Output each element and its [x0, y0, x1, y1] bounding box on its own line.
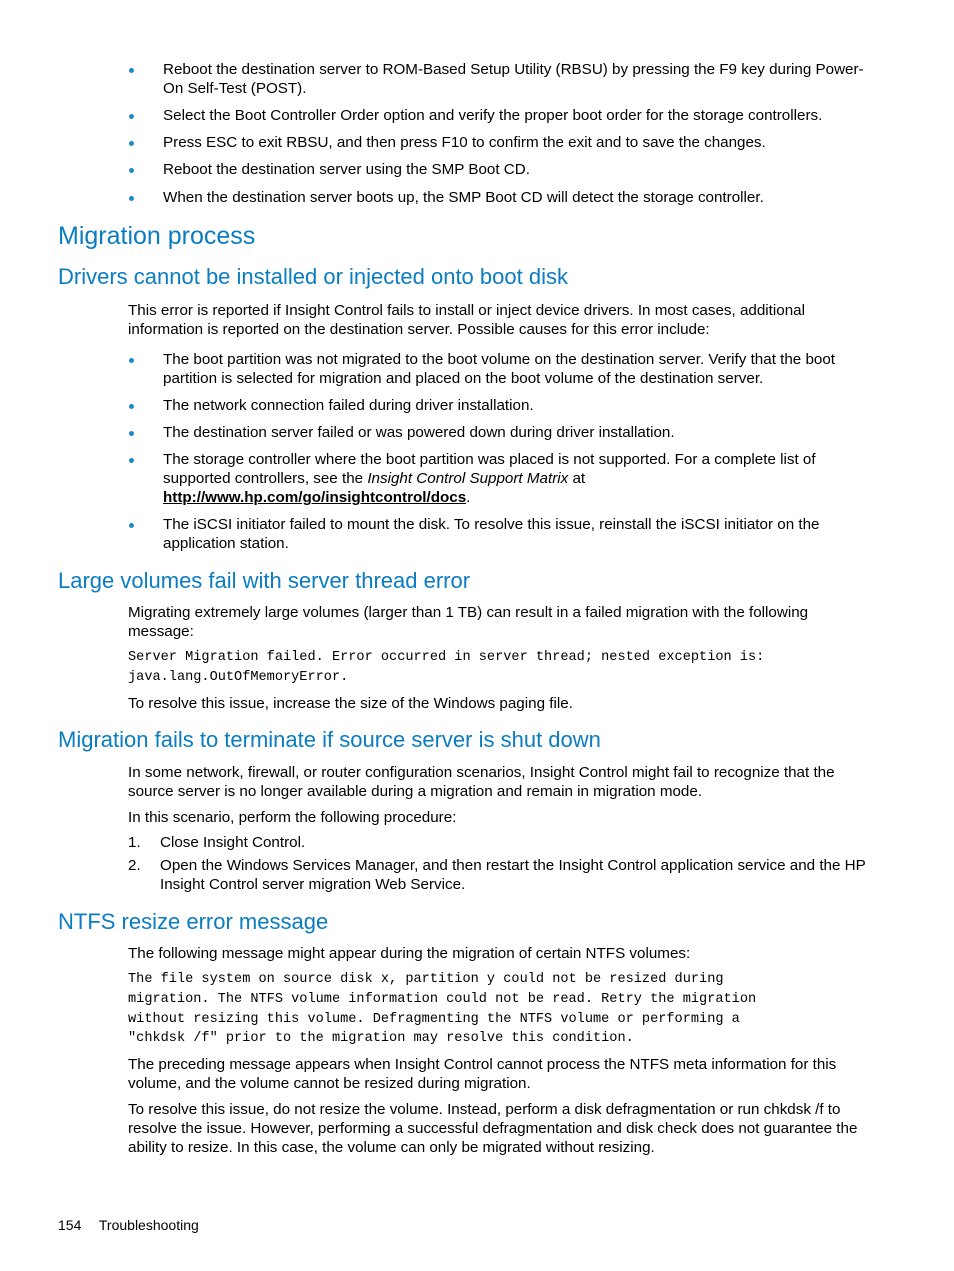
support-matrix-title: Insight Control Support Matrix — [367, 470, 569, 488]
ntfs-heading: NTFS resize error message — [58, 909, 329, 934]
list-item: The boot partition was not migrated to the boot volume on the destination server. Verify that the boot partition is selected for migration and placed on the boot volume of the destination server. — [163, 351, 836, 388]
large-volumes-code: Server Migration failed. Error occurred in server thread; nested exception is: java.lang.OutOfMemoryError. — [128, 650, 765, 685]
terminate-heading: Migration fails to terminate if source server is shut down — [58, 727, 601, 752]
step-number: 1. — [128, 834, 141, 851]
ntfs-para-1: The preceding message appears when Insight Control cannot process the NTFS meta information for this volume, and the volume cannot be resized during migration. — [128, 1056, 837, 1093]
page-number: 154 — [58, 1217, 82, 1233]
section-title: Migration process — [58, 222, 256, 250]
step-text: Close Insight Control. — [160, 834, 306, 851]
ntfs-intro: The following message might appear during the migration of certain NTFS volumes: — [128, 945, 691, 962]
terminate-procedure-intro: In this scenario, perform the following procedure: — [128, 809, 457, 826]
bullet-icon — [129, 168, 134, 173]
matrix-text-post: . — [466, 489, 471, 507]
insightcontrol-docs-link[interactable]: http://www.hp.com/go/insightcontrol/docs — [163, 489, 467, 507]
drivers-heading: Drivers cannot be installed or injected onto boot disk — [58, 264, 568, 289]
page-footer — [58, 1215, 199, 1235]
list-item: The network connection failed during driver installation. — [163, 397, 534, 414]
bullet-icon — [129, 141, 134, 146]
ntfs-code: The file system on source disk x, partition y could not be resized during migration. The NTFS volume information could not be read. Retry the migration without resizing this volume. Defragmenting the NTFS volume or performing a "chkdsk /f" prior to the migration may resolve this condition. — [128, 972, 757, 1047]
footer-section: Troubleshooting — [98, 1217, 199, 1233]
bullet-icon — [129, 458, 134, 463]
bullet-icon — [129, 431, 134, 436]
ntfs-para-2: To resolve this issue, do not resize the volume. Instead, perform a disk defragmentation or run chkdsk /f to resolve the issue. However, performing a successful defragmentation and disk check does not guarantee the ability to resize. In this case, the volume can only be migrated without resizing. — [128, 1101, 858, 1157]
bullet-icon — [129, 404, 134, 409]
list-item: Reboot the destination server to ROM-Based Setup Utility (RBSU) by pressing the F9 key during Power-On Self-Test (POST). — [163, 61, 864, 98]
list-item: Select the Boot Controller Order option and verify the proper boot order for the storage controllers. — [163, 107, 823, 124]
list-item-support-matrix — [163, 450, 873, 508]
list-item: The destination server failed or was powered down during driver installation. — [163, 424, 675, 441]
large-volumes-heading: Large volumes fail with server thread error — [58, 568, 471, 593]
terminate-intro: In some network, firewall, or router configuration scenarios, Insight Control might fail to recognize that the source server is no longer available during a migration and remain in migration mode. — [128, 764, 835, 801]
matrix-text-mid: at — [568, 470, 586, 488]
list-item: Reboot the destination server using the SMP Boot CD. — [163, 161, 530, 178]
large-volumes-resolution: To resolve this issue, increase the size of the Windows paging file. — [128, 695, 573, 712]
bullet-icon — [129, 358, 134, 363]
drivers-intro: This error is reported if Insight Control fails to install or inject device drivers. In most cases, additional information is reported on the destination server. Possible causes for this error include: — [128, 302, 805, 339]
list-item: The iSCSI initiator failed to mount the disk. To resolve this issue, reinstall the iSCSI initiator on the application station. — [163, 516, 820, 553]
matrix-text-pre: The storage controller where the boot partition was placed is not supported. For a complete list of supported controllers, see the — [163, 451, 816, 488]
bullet-icon — [129, 523, 134, 528]
step-number: 2. — [128, 857, 141, 874]
bullet-icon — [129, 114, 134, 119]
step-text: Open the Windows Services Manager, and then restart the Insight Control application service and the HP Insight Control server migration Web Service. — [160, 857, 866, 894]
bullet-icon — [129, 68, 134, 73]
list-item: Press ESC to exit RBSU, and then press F10 to confirm the exit and to save the changes. — [163, 134, 766, 151]
bullet-icon — [129, 196, 134, 201]
large-volumes-intro: Migrating extremely large volumes (larger than 1 TB) can result in a failed migration with the following message: — [128, 604, 809, 641]
list-item: When the destination server boots up, the SMP Boot CD will detect the storage controller. — [163, 189, 764, 206]
